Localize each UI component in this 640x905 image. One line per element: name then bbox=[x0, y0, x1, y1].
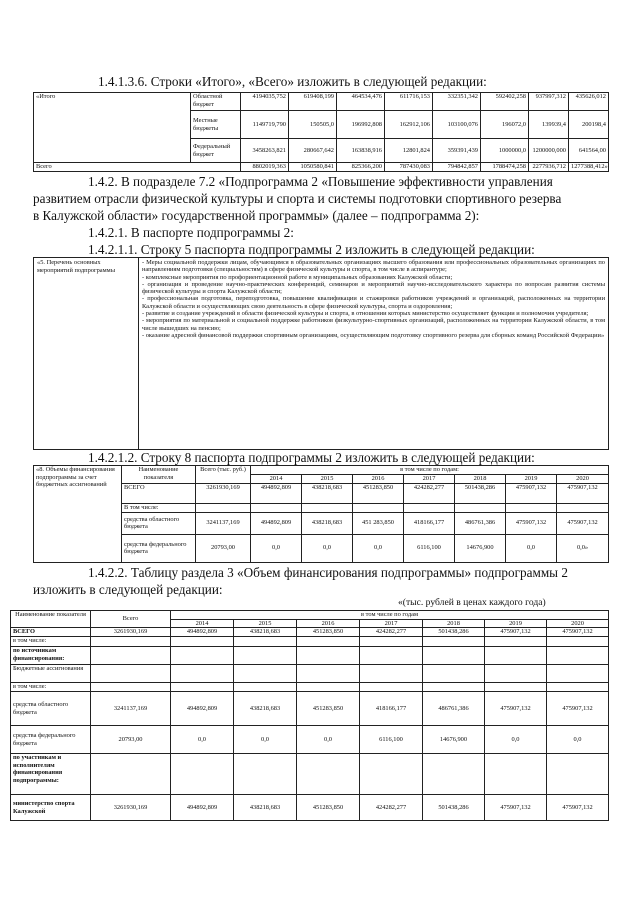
cell bbox=[547, 683, 609, 692]
row-label: ВСЕГО bbox=[11, 628, 91, 637]
row-label: средства федерального бюджета bbox=[11, 726, 91, 754]
col-total-header: Всего (тыс. руб.) bbox=[196, 466, 251, 484]
row-label: по источникам финансирования: bbox=[11, 647, 91, 665]
cell bbox=[297, 647, 360, 665]
cell: 501438,286 bbox=[423, 795, 485, 821]
row-label: в том числе: bbox=[11, 637, 91, 647]
cell bbox=[360, 647, 423, 665]
para-line-3: в Калужской области» государственной программы» (далее – подпрограмма 2): bbox=[33, 208, 480, 223]
year-header: 2020 bbox=[547, 619, 609, 628]
cell bbox=[506, 503, 557, 512]
cell bbox=[547, 754, 609, 795]
col-name-header: Наименование показателя bbox=[11, 611, 91, 628]
cell: 787430,083 bbox=[385, 163, 433, 172]
cell: 438218,683 bbox=[234, 795, 297, 821]
cell: 280667,642 bbox=[289, 139, 337, 163]
para-line-1: 1.4.2. В подразделе 7.2 «Подпрограмма 2 «Повышение эффективности управления bbox=[88, 174, 553, 189]
cell bbox=[557, 503, 609, 512]
heading-table-3-line-2: изложить в следующей редакции: bbox=[33, 582, 223, 597]
cell: 4194035,752 bbox=[241, 93, 289, 111]
measures-label: «5. Перечень основных мероприятий подпрограммы bbox=[34, 258, 139, 450]
cell bbox=[485, 647, 547, 665]
cell bbox=[485, 665, 547, 683]
cell: 0,0 bbox=[302, 534, 353, 562]
year-header: 2014 bbox=[171, 619, 234, 628]
cell: 20793,00 bbox=[196, 534, 251, 562]
cell bbox=[196, 503, 251, 512]
measures-list bbox=[139, 258, 609, 450]
cell: 3261930,169 bbox=[91, 628, 171, 637]
cell bbox=[297, 683, 360, 692]
cell: 435626,012 bbox=[569, 93, 609, 111]
cell: 641564,00 bbox=[569, 139, 609, 163]
cell: 438218,683 bbox=[302, 483, 353, 503]
col-years-caption: в том числе по годам: bbox=[251, 466, 609, 475]
col-name-header: Наименование показателя bbox=[122, 466, 196, 484]
cell: 103100,076 bbox=[433, 111, 481, 139]
cell: 14676,900 bbox=[423, 726, 485, 754]
col-total-header: Всего bbox=[91, 611, 171, 628]
cell: 0,0 bbox=[297, 726, 360, 754]
cell bbox=[234, 754, 297, 795]
cell: 475907,132 bbox=[557, 512, 609, 534]
cell bbox=[485, 754, 547, 795]
heading-row-5: 1.4.2.1.1. Строку 5 паспорта подпрограммы 2 изложить в следующей редакции: bbox=[88, 242, 535, 257]
year-header: 2016 bbox=[353, 474, 404, 483]
row-label: министерство спорта Калужской bbox=[11, 795, 91, 821]
financing-label: «8. Объемы финансирования подпрограммы за счет бюджетных ассигнований bbox=[34, 466, 122, 563]
cell: 451283,850 bbox=[297, 692, 360, 726]
row-label: по участникам и исполнителям финансирования подпрограммы: bbox=[11, 754, 91, 795]
cell bbox=[234, 665, 297, 683]
cell: 611716,153 bbox=[385, 93, 433, 111]
cell bbox=[171, 665, 234, 683]
cell bbox=[302, 503, 353, 512]
cell: 494892,809 bbox=[171, 692, 234, 726]
cell: 3261930,169 bbox=[91, 795, 171, 821]
cell bbox=[547, 647, 609, 665]
cell: 475907,132 bbox=[547, 692, 609, 726]
itogo-label: «Итого bbox=[34, 93, 191, 163]
cell: 475907,132 bbox=[557, 483, 609, 503]
cell: 418166,177 bbox=[360, 692, 423, 726]
cell bbox=[171, 637, 234, 647]
para-line-2: развитием отрасли физической культуры и спорта и системы подготовки спортивного резерва bbox=[33, 191, 562, 206]
year-header: 2016 bbox=[297, 619, 360, 628]
row-label: ВСЕГО bbox=[122, 483, 196, 503]
cell bbox=[171, 683, 234, 692]
year-header: 2017 bbox=[360, 619, 423, 628]
cell: 438218,683 bbox=[234, 692, 297, 726]
cell bbox=[171, 647, 234, 665]
cell: 196072,0 bbox=[481, 111, 529, 139]
heading-itogo-vsego: 1.4.1.3.6. Строки «Итого», «Всего» изложить в следующей редакции: bbox=[98, 74, 487, 89]
cell: 794842,857 bbox=[433, 163, 481, 172]
cell: 451283,850 bbox=[297, 628, 360, 637]
cell bbox=[91, 665, 171, 683]
cell: 163838,916 bbox=[337, 139, 385, 163]
cell bbox=[423, 754, 485, 795]
cell: 0,0 bbox=[506, 534, 557, 562]
cell: 0,0 bbox=[234, 726, 297, 754]
cell: 424282,277 bbox=[404, 483, 455, 503]
cell: 494892,809 bbox=[251, 483, 302, 503]
cell bbox=[360, 665, 423, 683]
year-header: 2019 bbox=[485, 619, 547, 628]
cell bbox=[485, 683, 547, 692]
cell: 3261930,169 bbox=[196, 483, 251, 503]
year-header: 2018 bbox=[455, 474, 506, 483]
cell bbox=[547, 665, 609, 683]
cell: 486761,386 bbox=[455, 512, 506, 534]
row-label: В том числе: bbox=[122, 503, 196, 512]
heading-row-8: 1.4.2.1.2. Строку 8 паспорта подпрограммы 2 изложить в следующей редакции: bbox=[88, 450, 535, 465]
cell: 937997,312 bbox=[529, 93, 569, 111]
cell: 0,0 bbox=[547, 726, 609, 754]
cell: 359391,439 bbox=[433, 139, 481, 163]
cell: 0,0 bbox=[485, 726, 547, 754]
row-label: средства областного бюджета bbox=[11, 692, 91, 726]
measure-item: - организация и проведение научно-практических конференций, семинаров и мероприятий научно-исследовательского характера по вопросам развития системы физической культуры и спорта Калужской области; bbox=[142, 280, 605, 296]
cell bbox=[297, 637, 360, 647]
cell: 1788474,258 bbox=[481, 163, 529, 172]
row-label: Областной бюджет bbox=[191, 93, 241, 111]
cell: 494892,809 bbox=[251, 512, 302, 534]
year-header: 2015 bbox=[302, 474, 353, 483]
cell: 2277936,712 bbox=[529, 163, 569, 172]
cell: 1149719,790 bbox=[241, 111, 289, 139]
cell: 200198,4 bbox=[569, 111, 609, 139]
cell: 418166,177 bbox=[404, 512, 455, 534]
cell bbox=[423, 647, 485, 665]
year-header: 2018 bbox=[423, 619, 485, 628]
col-years-caption: в том числе по годам bbox=[171, 611, 609, 620]
vsego-label: Всего bbox=[34, 163, 241, 172]
cell: 475907,132 bbox=[506, 483, 557, 503]
row-label: средства федерального бюджета bbox=[122, 534, 196, 562]
cell bbox=[234, 647, 297, 665]
units-note: «(тыс. рублей в ценах каждого года) bbox=[398, 597, 546, 608]
cell: 501438,286 bbox=[455, 483, 506, 503]
cell bbox=[91, 683, 171, 692]
cell bbox=[297, 665, 360, 683]
financing-passport-table bbox=[33, 465, 609, 563]
subprogram-financing-table bbox=[10, 610, 609, 821]
cell: 3458263,821 bbox=[241, 139, 289, 163]
cell: 475907,132 bbox=[485, 692, 547, 726]
measures-table bbox=[33, 257, 609, 450]
cell bbox=[91, 754, 171, 795]
cell bbox=[171, 754, 234, 795]
cell: 8802019,363 bbox=[241, 163, 289, 172]
cell bbox=[423, 683, 485, 692]
cell bbox=[91, 637, 171, 647]
cell: 162912,106 bbox=[385, 111, 433, 139]
cell bbox=[423, 637, 485, 647]
cell: 3241137,169 bbox=[91, 692, 171, 726]
cell: 0,0» bbox=[557, 534, 609, 562]
measure-item: - профессиональная подготовка, переподготовка, повышение квалификации и стажировки работников учреждений и организаций, расположенных на территории Калужской области и осуществляющих свою деятельность в сфере физической культуры, спорта и оздоровления; bbox=[142, 295, 605, 310]
cell bbox=[251, 503, 302, 512]
cell bbox=[360, 637, 423, 647]
cell: 3241137,169 bbox=[196, 512, 251, 534]
cell: 619408,199 bbox=[289, 93, 337, 111]
cell: 475907,132 bbox=[485, 795, 547, 821]
cell bbox=[423, 665, 485, 683]
measure-item: - мероприятия по материальной и социальной поддержке работников физкультурно-спортивных организаций, расположенных на территории Калужской области, в том числе вышедших на пенсию; bbox=[142, 317, 605, 332]
cell: 20793,00 bbox=[91, 726, 171, 754]
cell: 592402,258 bbox=[481, 93, 529, 111]
year-header: 2017 bbox=[404, 474, 455, 483]
cell bbox=[485, 637, 547, 647]
cell: 494892,809 bbox=[171, 628, 234, 637]
cell bbox=[234, 683, 297, 692]
cell: 438218,683 bbox=[302, 512, 353, 534]
cell: 12801,824 bbox=[385, 139, 433, 163]
year-header: 2015 bbox=[234, 619, 297, 628]
cell bbox=[297, 754, 360, 795]
row-label: средства областного бюджета bbox=[122, 512, 196, 534]
cell: 464534,476 bbox=[337, 93, 385, 111]
cell: 451283,850 bbox=[297, 795, 360, 821]
measure-item: - развитие и создание учреждений в области физической культуры и спорта, в отношении которых министерство осуществляет функции и полномочия учредителя; bbox=[142, 310, 589, 318]
row-label: Федеральный бюджет bbox=[191, 139, 241, 163]
cell: 139939,4 bbox=[529, 111, 569, 139]
cell bbox=[455, 503, 506, 512]
cell: 14676,900 bbox=[455, 534, 506, 562]
year-header: 2020 bbox=[557, 474, 609, 483]
cell: 486761,386 bbox=[423, 692, 485, 726]
cell: 494892,809 bbox=[171, 795, 234, 821]
cell: 501438,286 bbox=[423, 628, 485, 637]
cell: 1000000,0 bbox=[481, 139, 529, 163]
cell bbox=[360, 683, 423, 692]
cell bbox=[404, 503, 455, 512]
cell bbox=[360, 754, 423, 795]
cell: 150505,0 bbox=[289, 111, 337, 139]
cell: 1200000,000 bbox=[529, 139, 569, 163]
cell bbox=[547, 637, 609, 647]
cell: 0,0 bbox=[251, 534, 302, 562]
measure-item: - комплексные мероприятия по профориентационной работе в муниципальных образованиях Калужской области; bbox=[142, 273, 453, 281]
cell: 475907,132 bbox=[506, 512, 557, 534]
year-header: 2019 bbox=[506, 474, 557, 483]
cell: 1277388,412» bbox=[569, 163, 609, 172]
cell: 475907,132 bbox=[547, 628, 609, 637]
row-label: Местные бюджеты bbox=[191, 111, 241, 139]
heading-passport: 1.4.2.1. В паспорте подпрограммы 2: bbox=[88, 225, 294, 240]
cell: 424282,277 bbox=[360, 628, 423, 637]
cell: 475907,132 bbox=[547, 795, 609, 821]
cell bbox=[234, 637, 297, 647]
heading-table-3-line-1: 1.4.2.2. Таблицу раздела 3 «Объем финансирования подпрограммы» подпрограммы 2 bbox=[88, 565, 568, 580]
cell bbox=[353, 503, 404, 512]
cell: 475907,132 bbox=[485, 628, 547, 637]
itogo-table bbox=[33, 92, 609, 172]
cell: 424282,277 bbox=[360, 795, 423, 821]
cell: 1050580,841 bbox=[289, 163, 337, 172]
cell: 0,0 bbox=[353, 534, 404, 562]
measure-item: - оказание адресной финансовой поддержки спортивным организациям, осуществляющим подготовку спортивного резерва для сборных команд Российской Федерации» bbox=[142, 331, 605, 339]
row-label: в том числе: bbox=[11, 683, 91, 692]
cell: 196992,808 bbox=[337, 111, 385, 139]
cell: 6116,100 bbox=[360, 726, 423, 754]
cell: 451283,850 bbox=[353, 483, 404, 503]
cell: 6116,100 bbox=[404, 534, 455, 562]
year-header: 2014 bbox=[251, 474, 302, 483]
cell: 825366,200 bbox=[337, 163, 385, 172]
row-label: Бюджетные ассигнования bbox=[11, 665, 91, 683]
cell: 0,0 bbox=[171, 726, 234, 754]
cell: 438218,683 bbox=[234, 628, 297, 637]
cell bbox=[91, 647, 171, 665]
cell: 332351,342 bbox=[433, 93, 481, 111]
cell: 451 283,850 bbox=[353, 512, 404, 534]
measure-item: - Меры социальной поддержки лицам, обучающимся в образовательных организациях высшего образования или профессиональных образовательных организациях по направлениям подготовки (специальностям) в сфере физической культуры и спорта, в том числе в аспирантуре; bbox=[142, 259, 605, 274]
